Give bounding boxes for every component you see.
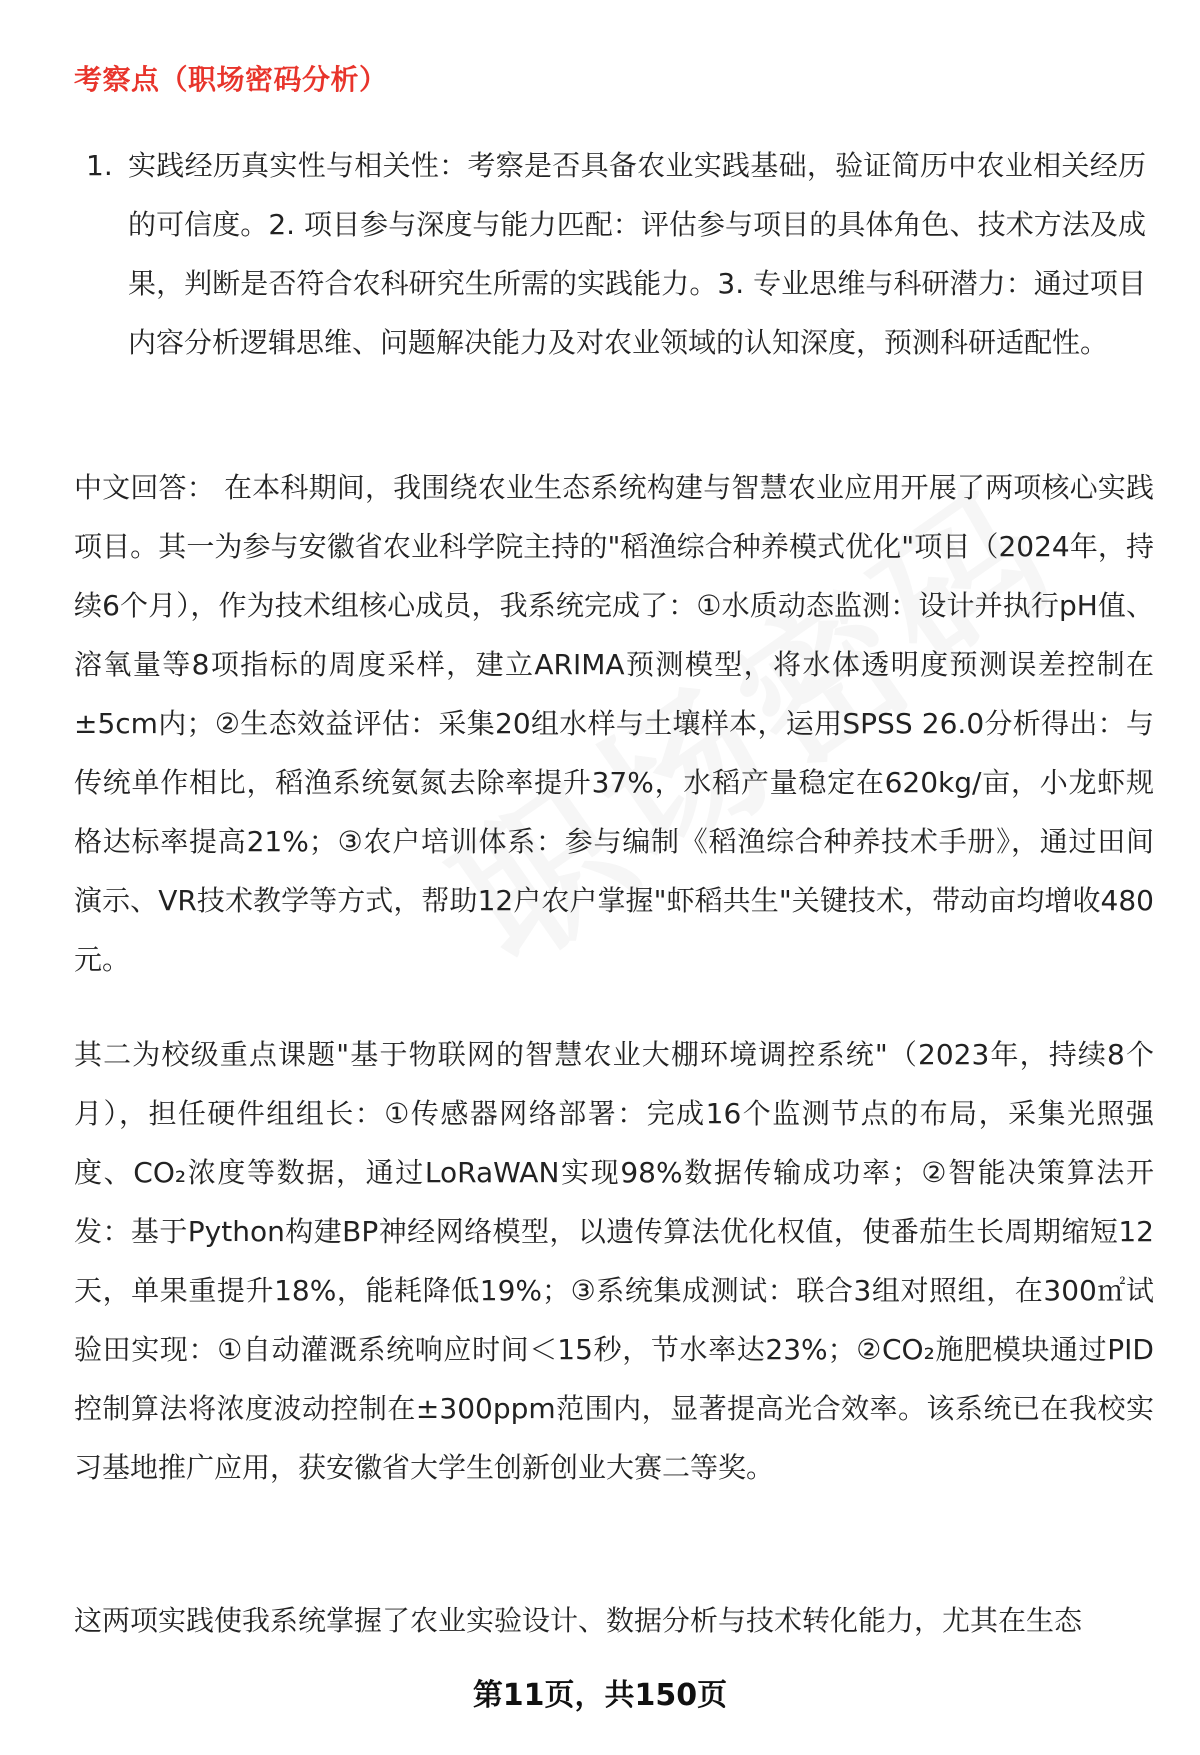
- analysis-list-item: 实践经历真实性与相关性：考察是否具备农业实践基础，验证简历中农业相关经历的可信度。2. 项目参与深度与能力匹配：评估参与项目的具体角色、技术方法及成果，判断是否符合农科研究生所需的实践能力。3. 专业思维与科研潜力：通过项目内容分析逻辑思维、问题解决能力及对农业领域的认知深度，预测科研适配性。: [128, 149, 1146, 359]
- page-number-footer: 第11页，共150页: [472, 1678, 728, 1713]
- answer-paragraph-2: 其二为校级重点课题"基于物联网的智慧农业大棚环境调控系统"（2023年，持续8个月），担任硬件组组长：①传感器网络部署：完成16个监测节点的布局，采集光照强度、CO₂浓度等数据，通过LoRaWAN实现98%数据传输成功率；②智能决策算法开发：基于Python构建BP神经网络模型，以遗传算法优化权值，使番茄生长周期缩短12天，单果重提升18%，能耗降低19%；③系统集成测试：联合3组对照组，在300㎡试验田实现：①自动灌溉系统响应时间＜15秒，节水率达23%；②CO₂施肥模块通过PID控制算法将浓度波动控制在±300ppm范围内，显著提高光合效率。该系统已在我校实习基地推广应用，获安徽省大学生创新创业大赛二等奖。: [74, 1038, 1154, 1484]
- analysis-list-number: 1.: [86, 149, 113, 182]
- answer-paragraph-1: 中文回答： 在本科期间，我围绕农业生态系统构建与智慧农业应用开展了两项核心实践项目。其一为参与安徽省农业科学院主持的"稻渔综合种养模式优化"项目（2024年，持续6个月），作为技术组核心成员，我系统完成了：①水质动态监测：设计并执行pH值、溶氧量等8项指标的周度采样，建立ARIMA预测模型，将水体透明度预测误差控制在±5cm内；②生态效益评估：采集20组水样与土壤样本，运用SPSS 26.0分析得出：与传统单作相比，稻渔系统氨氮去除率提升37%，水稻产量稳定在620kg/亩，小龙虾规格达标率提高21%；③农户培训体系：参与编制《稻渔综合种养技术手册》，通过田间演示、VR技术教学等方式，帮助12户农户掌握"虾稻共生"关键技术，带动亩均增收480元。: [74, 471, 1154, 976]
- analysis-list: [86, 136, 1146, 372]
- answer-paragraph-3: 这两项实践使我系统掌握了农业实验设计、数据分析与技术转化能力，尤其在生态: [74, 1604, 1083, 1637]
- section-title: 考察点（职场密码分析）: [74, 63, 388, 96]
